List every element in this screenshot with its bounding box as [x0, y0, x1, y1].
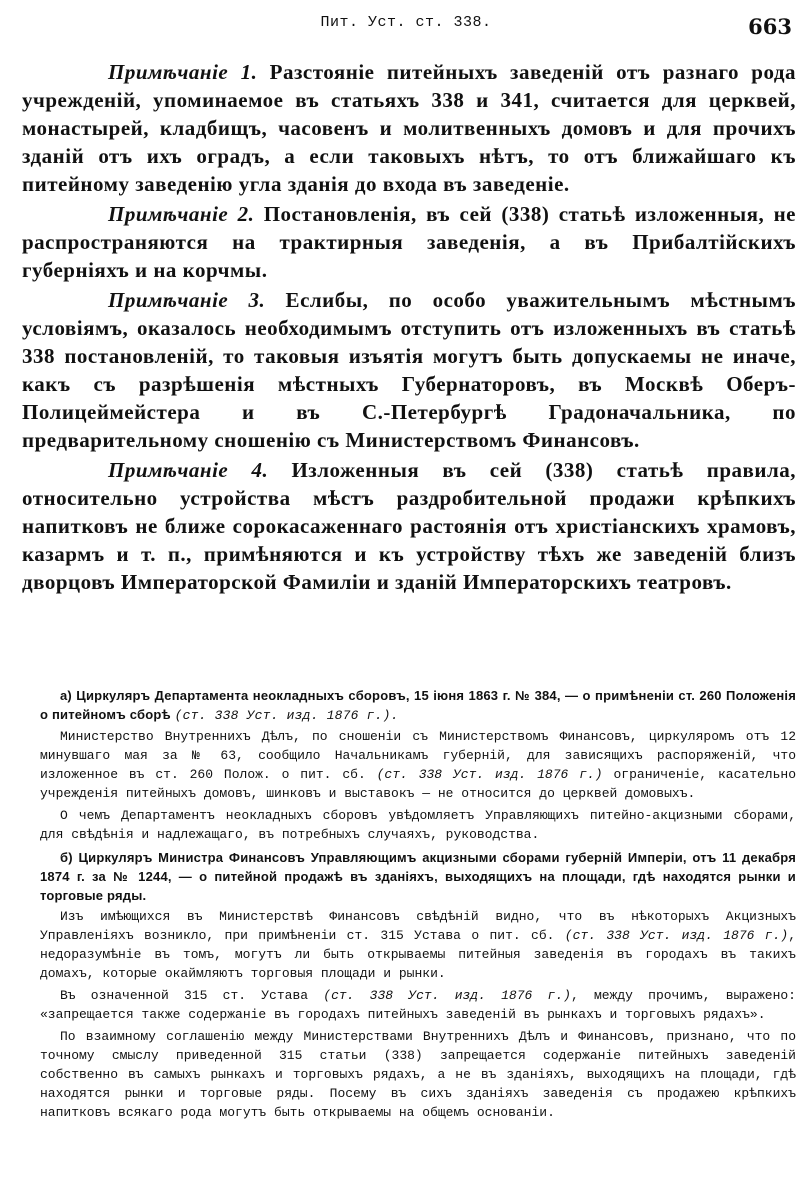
note-4-text: Изложенныя въ сей (338) статьѣ правила, относительно устройства мѣстъ раздробительной продажи крѣпкихъ напитковъ не ближе сорокасаженнаго растоянія отъ христіанскихъ храмовъ, казармъ и т. п., примѣняются и къ устройству тѣхъ же заведеній близъ дворцовъ Императорской Фамиліи и зданій Императорскихъ театровъ. [22, 458, 796, 594]
notes-section [22, 58, 796, 596]
note-2-label: Примѣчаніе 2. [108, 202, 255, 226]
circular-b-p1-ref: (ст. 338 Уст. изд. 1876 г.) [564, 928, 789, 943]
circular-b-paragraph-3: По взаимному соглашенію между Министерствами Внутреннихъ Дѣлъ и Финансовъ, признано, что по точному смыслу приведенной 315 статьи (338) запрещается содержаніе питейныхъ заведеній собственно въ самыхъ рынкахъ и торговыхъ рядахъ, а не въ зданіяхъ, выходящихъ на площади, гдѣ находятся рынки и торговые ряды. Посему въ сихъ зданіяхъ заведенія съ продажею крѣпкихъ напитковъ всякаго рода могутъ быть открываемы на общемъ основаніи. [40, 1029, 796, 1120]
note-1-label: Примѣчаніе 1. [108, 60, 258, 84]
circular-b-p1-end: , недоразумѣніе въ томъ, могутъ ли быть открываемы питейныя заведенія въ городахъ въ такихъ домахъ, которые окаймляютъ торговыя площади и рынки. [40, 928, 796, 981]
note-3-label: Примѣчаніе 3. [108, 288, 266, 312]
page-number: 663 [748, 14, 792, 39]
circular-a-paragraph-2: О чемъ Департаментъ неокладныхъ сборовъ увѣдомляетъ Управляющихъ питейно-акцизными сборами, для свѣдѣнія и надлежащаго, въ потребныхъ случаяхъ, руководства. [40, 808, 796, 842]
circular-a-heading-ref: (ст. 338 Уст. изд. 1876 г.). [174, 708, 399, 723]
note-3 [22, 286, 796, 454]
circular-b-p2-start: Въ означенной 315 ст. Устава [60, 988, 324, 1003]
circular-a-heading-text: а) Циркуляръ Департамента неокладныхъ сборовъ, 15 іюня 1863 г. № 384, — о примѣненіи ст. 260 Положенія о питейномъ сборѣ [40, 688, 796, 722]
circular-a-paragraph-1 [40, 727, 796, 803]
circular-a-p1-end: ограниченіе, касательно учрежденія питейныхъ домовъ, шинковъ и выставокъ — не относится до церквей домовыхъ. [40, 767, 796, 801]
circular-b-p2-ref: (ст. 338 Уст. изд. 1876 г.) [323, 988, 571, 1003]
note-4 [22, 456, 796, 596]
note-1-text: Разстояніе питейныхъ заведеній отъ разнаго рода учрежденій, упоминаемое въ статьяхъ 338 и 341, считается для церквей, монастырей, кладбищъ, часовенъ и молитвенныхъ домовъ и для прочихъ зданій отъ ихъ оградъ, а если таковыхъ нѣтъ, то отъ ближайшаго къ питейному заведенію угла зданія до входа въ заведеніе. [22, 60, 796, 196]
note-2 [22, 200, 796, 284]
circulars-section [40, 686, 796, 1122]
circular-b-paragraph-1 [40, 907, 796, 983]
circular-a-p1-main: Министерство Внутреннихъ Дѣлъ, по сношеніи съ Министерствомъ Финансовъ, циркуляромъ отъ 12 минувшаго мая за № 63, сообщило Начальникамъ губерній, для зависящихъ распоряженій, что изложенное въ ст. 260 Полож. о пит. сб. [40, 729, 796, 782]
circular-b-p1-start: Изъ имѣющихся въ Министерствѣ Финансовъ свѣдѣній видно, что въ нѣкоторыхъ Акцизныхъ Управленіяхъ возникло, при примѣненіи ст. 315 Устава о пит. сб. [40, 909, 796, 943]
page-header [0, 14, 812, 42]
circular-a-heading [40, 686, 796, 725]
circular-b-p2-end: , между прочимъ, выражено: «запрещается также содержаніе въ городахъ питейныхъ заведеній въ рынкахъ и торговыхъ рядахъ». [40, 988, 796, 1022]
circular-a-p1-ref: (ст. 338 Уст. изд. 1876 г.) [376, 767, 603, 782]
running-head: Пит. Уст. ст. 338. [320, 14, 492, 31]
note-4-label: Примѣчаніе 4. [108, 458, 269, 482]
circular-b-paragraph-2 [40, 986, 796, 1024]
note-1 [22, 58, 796, 198]
note-3-text: Еслибы, по особо уважительнымъ мѣстнымъ условіямъ, оказалось необходимымъ отступить отъ изложенныхъ въ статьѣ 338 постановленій, то таковыя изъятія могутъ быть допускаемы не иначе, какъ съ разрѣшенія мѣстныхъ Губернаторовъ, въ Москвѣ Оберъ-Полицеймейстера и въ С.-Петербургѣ Градоначальника, по предварительному сношенію съ Министерствомъ Финансовъ. [22, 288, 796, 452]
note-2-text: Постановленія, въ сей (338) статьѣ изложенныя, не распространяются на трактирныя заведенія, а въ Прибалтійскихъ губерніяхъ и на корчмы. [22, 202, 796, 282]
circular-b-heading: б) Циркуляръ Министра Финансовъ Управляющимъ акцизными сборами губерній Имперіи, отъ 11 декабря 1874 г. за № 1244, — о питейной продажѣ въ зданіяхъ, выходящихъ на площади, гдѣ находятся рынки и торговые ряды. [40, 850, 796, 903]
